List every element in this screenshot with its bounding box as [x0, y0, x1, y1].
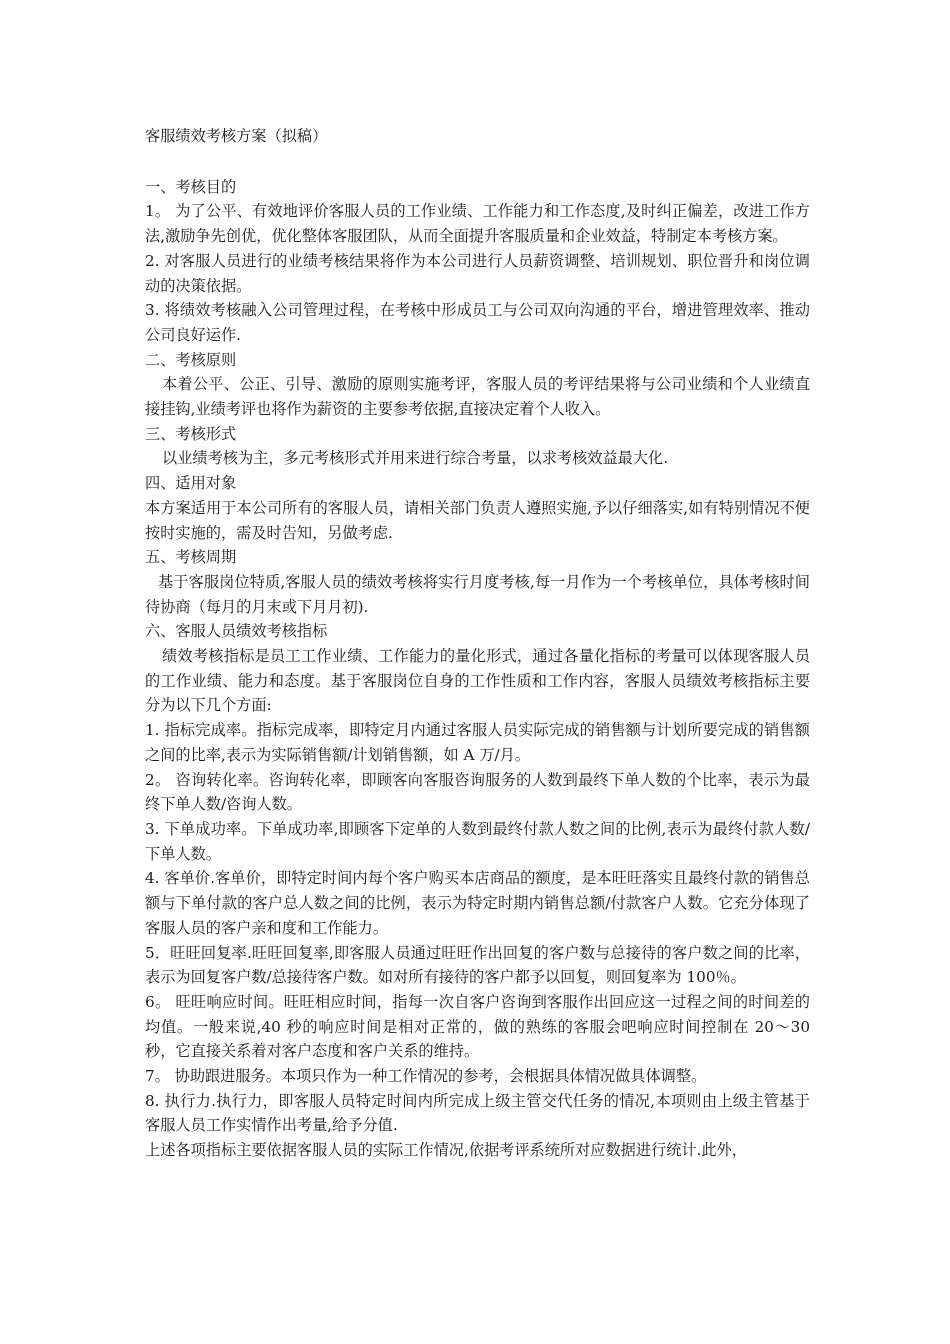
paragraph-form: 以业绩考核为主，多元考核形式并用来进行综合考量，以求考核效益最大化.: [162, 449, 669, 468]
indicator-item-8: 8. 执行力.执行力，即客服人员特定时间内所完成上级主管交代任务的情况,本项则由上级主管基于客服人员工作实情作出考量,给予分值.: [145, 1091, 810, 1135]
indicator-item-6: 6。 旺旺响应时间。旺旺相应时间，指每一次自客户咨询到客服作出回应这一过程之间的时间差的均值。一般来说,40 秒的响应时间是相对正常的，做的熟练的客服会吧响应时间控制在 20～30 秒，它直接关系着对客户态度和客户关系的维持。: [145, 992, 810, 1061]
document-title: 客服绩效考核方案（拟稿）: [145, 127, 328, 145]
paragraph-principles: 本着公平、公正、引导、激励的原则实施考评，客服人员的考评结果将与公司业绩和个人业绩直接挂钩,业绩考评也将作为薪资的主要参考依据,直接决定着个人收入。: [145, 375, 810, 419]
paragraph-purpose-2: 2. 对客服人员进行的业绩考核结果将作为本公司进行人员薪资调整、培训规划、职位晋升和岗位调动的决策依据。: [145, 251, 810, 295]
indicator-item-7: 7。 协助跟进服务。本项只作为一种工作情况的参考，会根据具体情况做具体调整。: [145, 1067, 707, 1086]
paragraph-scope: 本方案适用于本公司所有的客服人员，请相关部门负责人遵照实施,予以仔细落实,如有特别情况不便按时实施的，需及时告知，另做考虑.: [145, 498, 810, 542]
paragraph-purpose-3: 3. 将绩效考核融入公司管理过程，在考核中形成员工与公司双向沟通的平台，增进管理效率、推动公司良好运作.: [145, 301, 810, 344]
document-page: [145, 124, 810, 1163]
section-heading-indicators: 六、客服人员绩效考核指标: [145, 622, 328, 641]
section-heading-period: 五、考核周期: [145, 548, 237, 567]
indicator-item-5: 5．旺旺回复率.旺旺回复率,即客服人员通过旺旺作出回复的客户数与总接待的客户数之间的比率，表示为回复客户数/总接待客户数。如对所有接待的客户都予以回复，则回复率为 100％。: [145, 943, 810, 987]
indicator-item-3: 3. 下单成功率。下单成功率,即顾客下定单的人数到最终付款人数之间的比例,表示为最终付款人数/下单人数。: [145, 819, 810, 863]
paragraph-purpose-1: 1。 为了公平、有效地评价客服人员的工作业绩、工作能力和工作态度,及时纠正偏差，改进工作方法,激励争先创优，优化整体客服团队，从而全面提升客服质量和企业效益，特制定本考核方案。: [145, 202, 810, 246]
paragraph-closing: 上述各项指标主要依据客服人员的实际工作情况,依据考评系统所对应数据进行统计.此外，: [145, 1141, 747, 1160]
paragraph-indicators-intro: 绩效考核指标是员工工作业绩、工作能力的量化形式，通过各量化指标的考量可以体现客服人员的工作业绩、能力和态度。基于客服岗位自身的工作性质和工作内容，客服人员绩效考核指标主要分为以下几个方面:: [145, 647, 810, 715]
indicator-item-1: 1. 指标完成率。指标完成率，即特定月内通过客服人员实际完成的销售额与计划所要完成的销售额之间的比率,表示为实际销售额/计划销售额，如 A 万/月。: [145, 721, 810, 764]
section-heading-scope: 四、适用对象: [145, 474, 237, 493]
indicator-item-4: 4. 客单价.客单价，即特定时间内每个客户购买本店商品的额度，是本旺旺落实且最终付款的销售总额与下单付款的客户总人数之间的比例，表示为特定时期内销售总额/付款客户人数。它充分体现了客服人员的客户亲和度和工作能力。: [145, 869, 810, 937]
paragraph-period: 基于客服岗位特质,客服人员的绩效考核将实行月度考核,每一月作为一个考核单位，具体考核时间待协商（每月的月末或下月月初).: [145, 572, 810, 616]
section-heading-form: 三、考核形式: [145, 424, 237, 443]
section-heading-principles: 二、考核原则: [145, 350, 237, 369]
indicator-item-2: 2。 咨询转化率。咨询转化率，即顾客向客服咨询服务的人数到最终下单人数的个比率，表示为最终下单人数/咨询人数。: [145, 770, 810, 814]
section-heading-purpose: 一、考核目的: [145, 177, 237, 196]
